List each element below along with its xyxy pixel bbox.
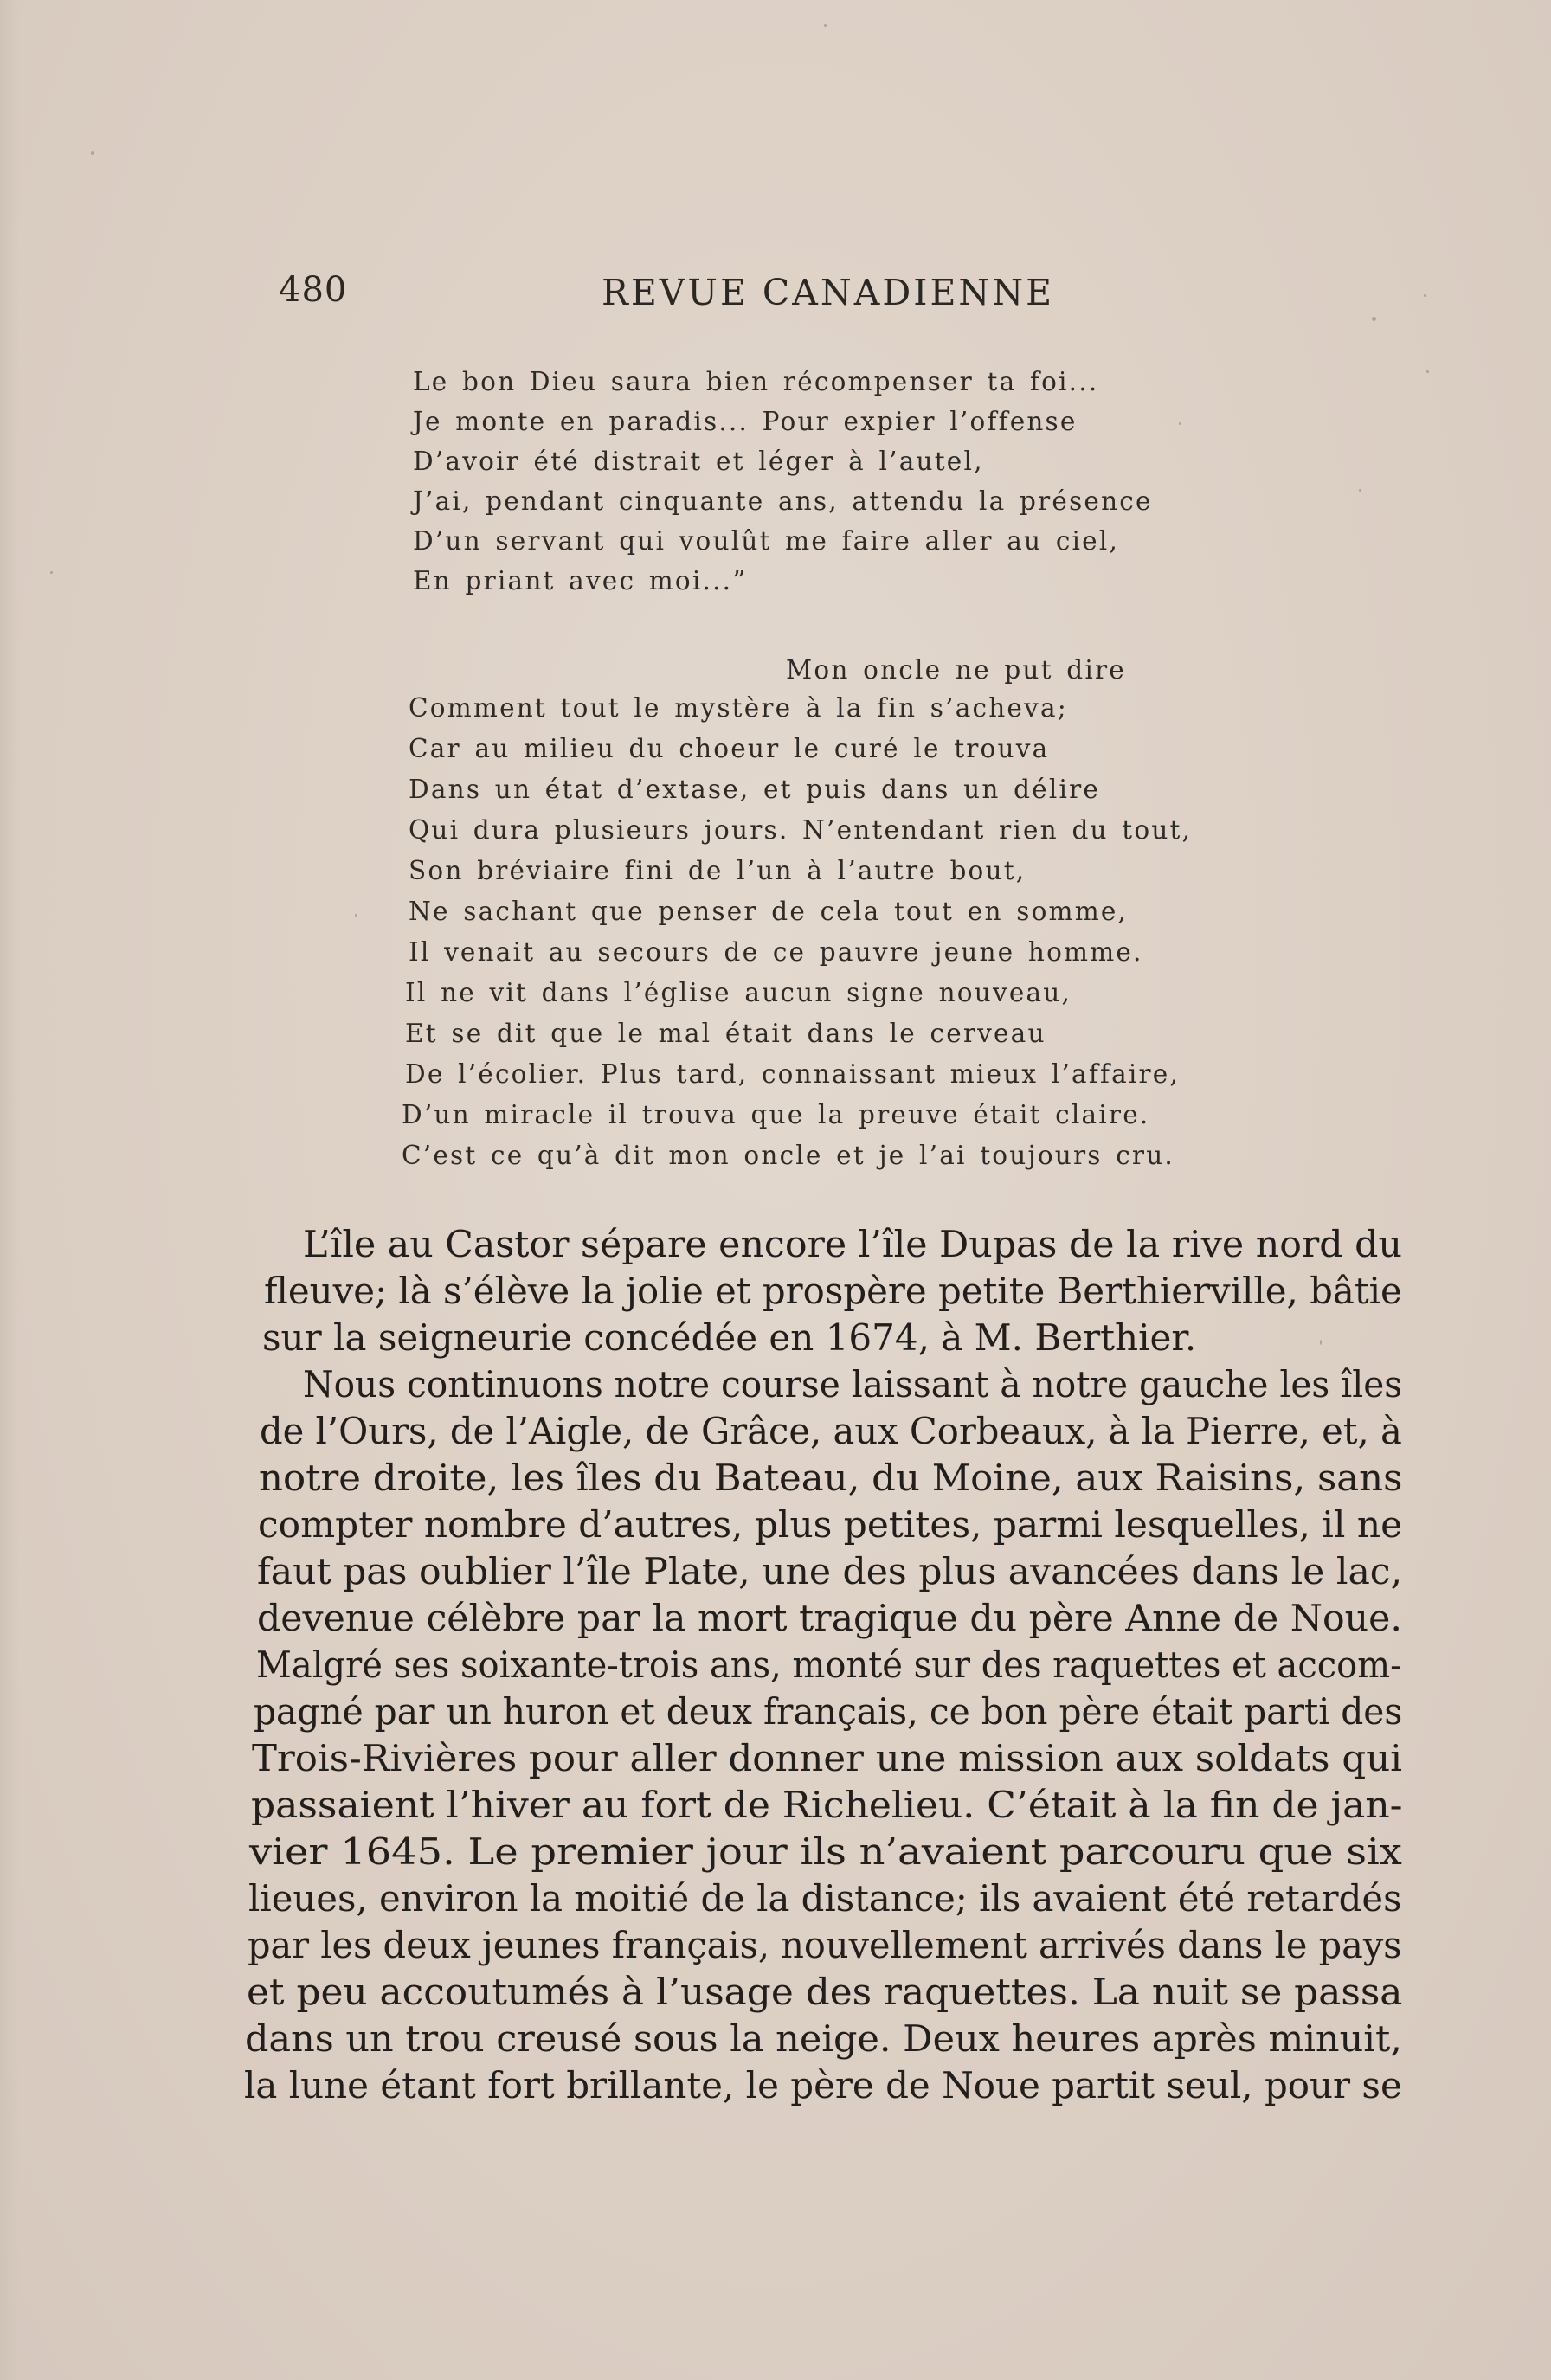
prose-line: par les deux jeunes français, nouvellement arrivés dans le pays <box>248 1924 1402 1966</box>
poem-line: Il venait au secours de ce pauvre jeune homme. <box>409 937 1143 967</box>
scan-speck <box>824 24 827 27</box>
prose-line: sur la seigneurie concédée en 1674, à M. Berthier. <box>262 1316 1197 1359</box>
prose-line: Malgré ses soixante-trois ans, monté sur des raquettes et accom- <box>256 1643 1402 1686</box>
prose-line: dans un trou creusé sous la neige. Deux heures après minuit, <box>245 2017 1402 2060</box>
poem-line: D’un miracle il trouva que la preuve était claire. <box>402 1100 1150 1129</box>
prose-line: vier 1645. Le premier jour ils n’avaient parcouru que six <box>249 1830 1402 1873</box>
poem-line: En priant avec moi...” <box>413 566 748 595</box>
prose-line: de l’Ours, de l’Aigle, de Grâce, aux Corbeaux, à la Pierre, et, à <box>260 1410 1402 1452</box>
prose-line: lieues, environ la moitié de la distance; ils avaient été retardés <box>248 1877 1402 1920</box>
scan-speck <box>1424 294 1426 297</box>
scan-speck <box>355 914 357 917</box>
prose-line: et peu accoutumés à l’usage des raquettes. La nuit se passa <box>247 1971 1403 2013</box>
poem-line: Ne sachant que penser de cela tout en somme, <box>409 897 1129 926</box>
prose-line: passaient l’hiver au fort de Richelieu. C’était à la fin de jan- <box>251 1784 1403 1826</box>
prose-line: Trois-Rivières pour aller donner une mission aux soldats qui <box>252 1737 1403 1779</box>
poem-line: Le bon Dieu saura bien récompenser ta foi... <box>413 367 1099 396</box>
poem-line: Car au milieu du choeur le curé le trouva <box>409 734 1050 763</box>
poem-line: Et se dit que le mal était dans le cerveau <box>405 1019 1046 1048</box>
prose-line: Nous continuons notre course laissant à notre gauche les îles <box>303 1363 1403 1405</box>
page-edge-shadow <box>0 0 19 2380</box>
poem-line: J’ai, pendant cinquante ans, attendu la présence <box>413 486 1153 516</box>
scan-speck <box>91 151 94 155</box>
poem-line: D’avoir été distrait et léger à l’autel, <box>413 447 984 476</box>
poem-line: Dans un état d’extase, et puis dans un délire <box>409 775 1101 804</box>
prose-line: compter nombre d’autres, plus petites, parmi lesquelles, il ne <box>258 1503 1403 1546</box>
prose-line: pagné par un huron et deux français, ce bon père était parti des <box>254 1690 1403 1733</box>
poem-line: D’un servant qui voulût me faire aller au ciel, <box>413 526 1120 556</box>
page-number: 480 <box>279 270 348 310</box>
scan-speck <box>50 571 53 574</box>
scan-speck <box>1426 370 1429 373</box>
scan-speck <box>1320 1340 1322 1345</box>
running-title: REVUE CANADIENNE <box>602 272 1055 313</box>
poem-line: Il ne vit dans l’église aucun signe nouveau, <box>405 978 1072 1007</box>
prose-line: la lune étant fort brillante, le père de Noue partit seul, pour se <box>244 2064 1402 2107</box>
poem-line: Son bréviaire fini de l’un à l’autre bout, <box>409 856 1026 885</box>
page-header <box>279 270 1144 322</box>
prose-line: notre droite, les îles du Bateau, du Moine, aux Raisins, sans <box>259 1457 1403 1499</box>
poem-line: De l’écolier. Plus tard, connaissant mieux l’affaire, <box>405 1059 1181 1089</box>
prose-line: faut pas oublier l’île Plate, une des plus avancées dans le lac, <box>257 1550 1403 1592</box>
poem-line: Je monte en paradis... Pour expier l’offense <box>413 407 1078 436</box>
poem-line: C’est ce qu’à dit mon oncle et je l’ai toujours cru. <box>402 1141 1175 1170</box>
scan-speck <box>1179 422 1181 425</box>
scan-speck <box>1372 317 1376 321</box>
poem-line: Comment tout le mystère à la fin s’acheva; <box>409 693 1068 723</box>
prose-line: L’île au Castor sépare encore l’île Dupas de la rive nord du <box>303 1223 1402 1265</box>
scan-speck <box>1359 489 1361 492</box>
poem-line: Mon oncle ne put dire <box>786 655 1126 685</box>
prose-line: fleuve; là s’élève la jolie et prospère petite Berthierville, bâtie <box>264 1270 1402 1312</box>
prose-line: devenue célèbre par la mort tragique du père Anne de Noue. <box>257 1597 1402 1639</box>
poem-line: Qui dura plusieurs jours. N’entendant rien du tout, <box>409 815 1193 845</box>
